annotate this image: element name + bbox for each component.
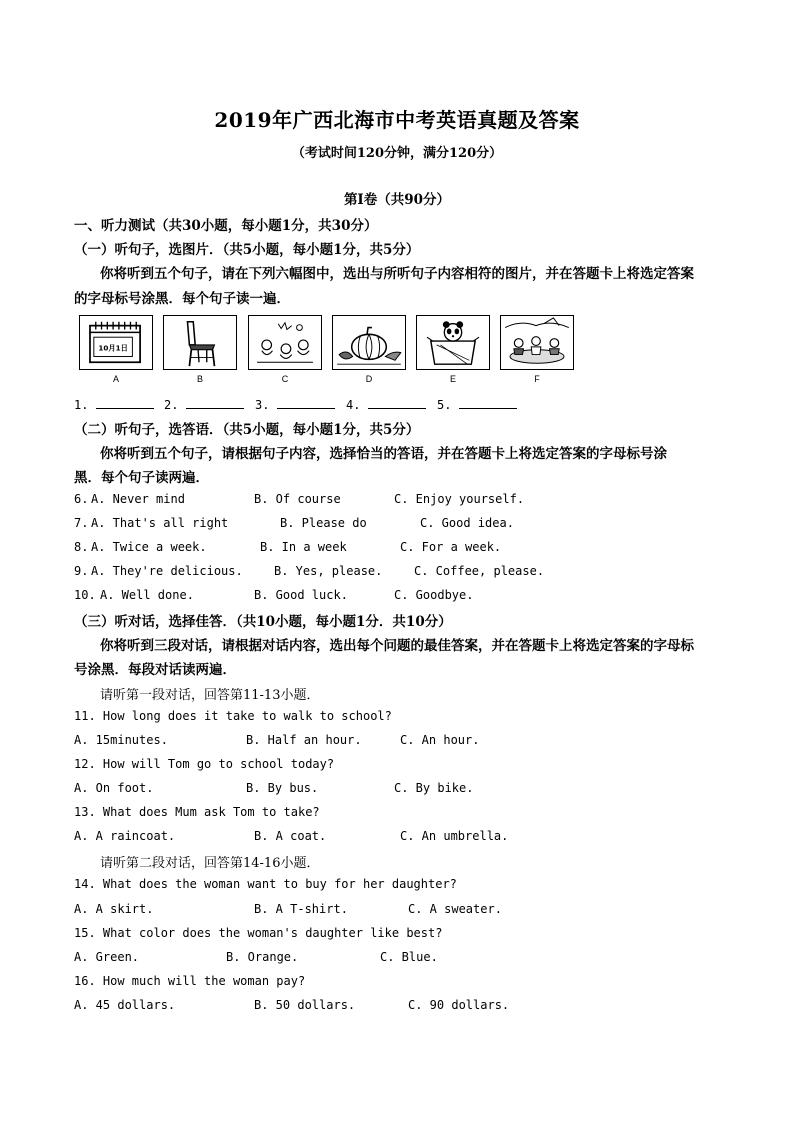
option-a[interactable]: A. 15minutes.: [74, 733, 168, 747]
chair-icon: [164, 316, 236, 369]
option-a[interactable]: A. 45 dollars.: [74, 998, 176, 1012]
picture-e: [416, 315, 490, 370]
part1-instruction-line2: 的字母标号涂黑．每个句子读一遍．: [74, 291, 290, 307]
option-c[interactable]: C. A sweater.: [408, 902, 502, 916]
option-c[interactable]: C. An hour.: [400, 733, 480, 747]
question-15-text: 15. What color does the woman's daughter like best?: [74, 926, 443, 940]
question-14-text: 14. What does the woman want to buy for her daughter?: [74, 877, 457, 891]
option-c[interactable]: C. An umbrella.: [400, 829, 509, 843]
picture-f: [500, 315, 574, 370]
option-b[interactable]: B. Half an hour.: [246, 733, 362, 747]
question-12-text: 12. How will Tom go to school today?: [74, 757, 335, 771]
exam-info: （考试时间120分钟，满分120分）: [291, 146, 503, 161]
option-a[interactable]: A. Twice a week.: [91, 540, 207, 554]
part3-instruction-line1: 你将听到三段对话，请根据对话内容，选出每个问题的最佳答案，并在答题卡上将选定答案的字母标: [100, 638, 694, 654]
option-a[interactable]: A. That's all right: [91, 516, 229, 530]
picture-label-d: D: [365, 374, 373, 384]
option-a[interactable]: A. A skirt.: [74, 902, 154, 916]
option-a[interactable]: A. Never mind: [91, 492, 185, 506]
option-a[interactable]: A. Green.: [74, 950, 140, 964]
question-11-text: 11. How long does it take to walk to school?: [74, 709, 392, 723]
answer-blank-1[interactable]: 1.: [74, 397, 154, 412]
question-16-text: 16. How much will the woman pay?: [74, 974, 306, 988]
option-c[interactable]: C. Blue.: [380, 950, 438, 964]
option-c[interactable]: C. Coffee, please.: [414, 564, 545, 578]
option-a[interactable]: A. A raincoat.: [74, 829, 176, 843]
option-a[interactable]: A. On foot.: [74, 781, 154, 795]
answer-blank-4[interactable]: 4.: [346, 397, 426, 412]
picture-b: [163, 315, 237, 370]
picture-label-f: F: [534, 374, 540, 384]
picture-label-e: E: [449, 374, 456, 384]
picture-c: [248, 315, 322, 370]
part3-instruction-line2: 号涂黑．每段对话读两遍．: [74, 662, 236, 678]
option-b[interactable]: B. Good luck.: [254, 588, 348, 602]
part2-instruction-line2: 黑．每个句子读两遍．: [74, 470, 209, 486]
option-c[interactable]: C. Good idea.: [420, 516, 514, 530]
part3-heading: （三）听对话，选择佳答．（共10小题，每小题1分．共10分）: [74, 614, 452, 630]
option-c[interactable]: C. For a week.: [400, 540, 502, 554]
pumpkin-vegetables-icon: [333, 316, 405, 369]
volume-heading: 第Ⅰ卷（共90分）: [343, 192, 451, 208]
dialogue2-note: 请听第二段对话，回答第14-16小题．: [100, 856, 320, 871]
option-b[interactable]: B. Please do: [280, 516, 367, 530]
option-b[interactable]: B. A T-shirt.: [254, 902, 348, 916]
picture-a: [79, 315, 153, 370]
option-a[interactable]: A. They're delicious.: [91, 564, 243, 578]
answer-blank-5[interactable]: 5.: [437, 397, 517, 412]
option-c[interactable]: C. Enjoy yourself.: [394, 492, 525, 506]
section-heading: 一、听力测试（共30小题，每小题1分，共30分）: [74, 218, 378, 234]
option-a[interactable]: A. Well done.: [100, 588, 194, 602]
option-b[interactable]: B. A coat.: [254, 829, 327, 843]
svg-text:10月1日: 10月1日: [98, 343, 128, 353]
page-title: 2019年广西北海市中考英语真题及答案: [214, 108, 580, 132]
part2-heading: （二）听句子，选答语．（共5小题，每小题1分，共5分）: [74, 422, 420, 438]
option-b[interactable]: B. Orange.: [226, 950, 299, 964]
kids-playing-icon: [249, 316, 321, 369]
picture-label-b: B: [196, 374, 203, 384]
dialogue1-note: 请听第一段对话，回答第11-13小题．: [100, 688, 320, 703]
answer-blank-2[interactable]: 2.: [164, 397, 244, 412]
option-c[interactable]: C. By bike.: [394, 781, 474, 795]
part2-instruction-line1: 你将听到五个句子，请根据句子内容，选择恰当的答语，并在答题卡上将选定答案的字母标号涂: [100, 446, 667, 462]
question-13-text: 13. What does Mum ask Tom to take?: [74, 805, 320, 819]
option-b[interactable]: B. 50 dollars.: [254, 998, 356, 1012]
part1-heading: （一）听句子，选图片．（共5小题，每小题1分，共5分）: [74, 242, 420, 258]
option-b[interactable]: B. In a week: [260, 540, 347, 554]
option-c[interactable]: C. 90 dollars.: [408, 998, 510, 1012]
answer-blank-3[interactable]: 3.: [255, 397, 335, 412]
option-b[interactable]: B. By bus.: [246, 781, 319, 795]
picture-d: [332, 315, 406, 370]
option-b[interactable]: B. Of course: [254, 492, 341, 506]
part1-instruction-line1: 你将听到五个句子，请在下列六幅图中，选出与所听句子内容相符的图片，并在答题卡上将选定答案: [100, 266, 694, 282]
calendar-icon: [80, 316, 152, 369]
panda-in-box-icon: [417, 316, 489, 369]
picture-label-c: C: [281, 374, 289, 384]
picnic-icon: [501, 316, 573, 369]
picture-label-a: A: [112, 374, 119, 384]
option-b[interactable]: B. Yes, please.: [274, 564, 383, 578]
option-c[interactable]: C. Goodbye.: [394, 588, 474, 602]
